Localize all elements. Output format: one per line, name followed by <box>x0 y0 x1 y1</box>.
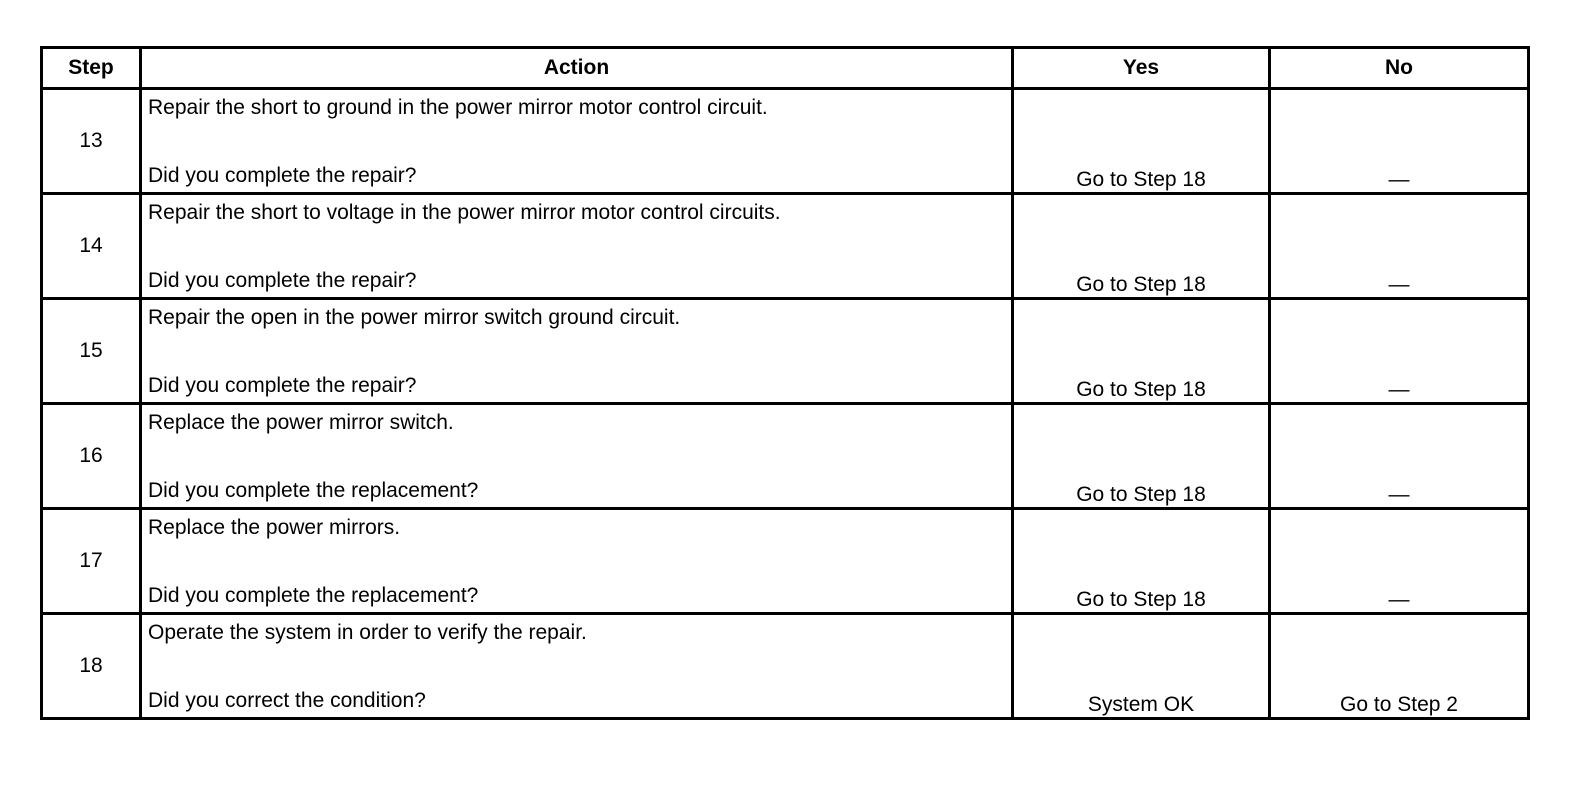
no-result: — <box>1270 299 1529 404</box>
yes-result: Go to Step 18 <box>1013 194 1270 299</box>
yes-result: Go to Step 18 <box>1013 404 1270 509</box>
action-cell <box>141 509 1013 614</box>
table-row <box>42 299 1529 404</box>
action-instruction: Replace the power mirrors. <box>148 516 401 539</box>
action-cell <box>141 404 1013 509</box>
table-row <box>42 89 1529 194</box>
step-number: 15 <box>42 299 141 404</box>
header-action: Action <box>141 48 1013 89</box>
header-no: No <box>1270 48 1529 89</box>
yes-result: System OK <box>1013 614 1270 719</box>
no-result: — <box>1270 404 1529 509</box>
step-number: 17 <box>42 509 141 614</box>
action-question: Did you correct the condition? <box>148 689 426 712</box>
table-row <box>42 404 1529 509</box>
table-row <box>42 509 1529 614</box>
no-result: — <box>1270 194 1529 299</box>
action-question: Did you complete the replacement? <box>148 584 479 607</box>
action-cell <box>141 614 1013 719</box>
yes-result: Go to Step 18 <box>1013 509 1270 614</box>
header-step: Step <box>42 48 141 89</box>
action-instruction: Repair the short to ground in the power mirror motor control circuit. <box>148 96 768 119</box>
table-row <box>42 614 1529 719</box>
action-cell <box>141 194 1013 299</box>
action-question: Did you complete the repair? <box>148 164 417 187</box>
table-row <box>42 194 1529 299</box>
yes-result: Go to Step 18 <box>1013 299 1270 404</box>
action-question: Did you complete the repair? <box>148 374 417 397</box>
action-instruction: Operate the system in order to verify the repair. <box>148 621 587 644</box>
action-instruction: Repair the open in the power mirror switch ground circuit. <box>148 306 681 329</box>
no-result: Go to Step 2 <box>1270 614 1529 719</box>
step-number: 13 <box>42 89 141 194</box>
action-cell <box>141 299 1013 404</box>
action-instruction: Replace the power mirror switch. <box>148 411 454 434</box>
action-question: Did you complete the repair? <box>148 269 417 292</box>
diagnostic-table <box>40 46 1530 720</box>
yes-result: Go to Step 18 <box>1013 89 1270 194</box>
action-question: Did you complete the replacement? <box>148 479 479 502</box>
step-number: 18 <box>42 614 141 719</box>
action-instruction: Repair the short to voltage in the power mirror motor control circuits. <box>148 201 781 224</box>
action-cell <box>141 89 1013 194</box>
step-number: 14 <box>42 194 141 299</box>
no-result: — <box>1270 89 1529 194</box>
header-yes: Yes <box>1013 48 1270 89</box>
step-number: 16 <box>42 404 141 509</box>
table-header-row <box>42 48 1529 89</box>
no-result: — <box>1270 509 1529 614</box>
